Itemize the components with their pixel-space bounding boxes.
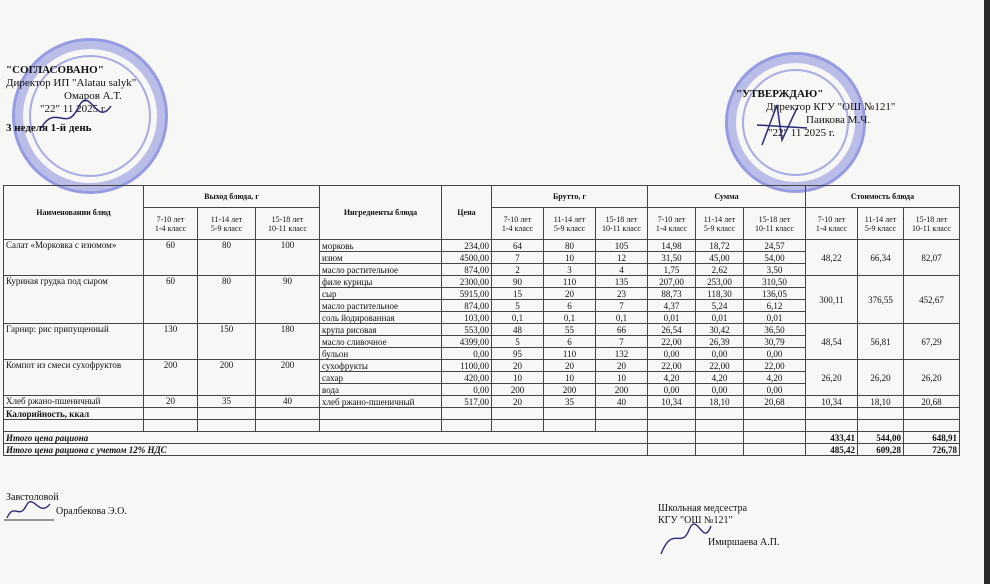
table-row [4,324,960,336]
sum-value: 0,01 [648,312,696,324]
sum-value: 30,79 [744,336,806,348]
col-cost-header: Стоимость блюда [806,186,960,208]
ingredient-name: масло растительное [320,300,442,312]
dish-name: Куриная грудка под сыром [4,276,144,324]
age-class: 1-4 класс [501,223,534,233]
dish-name: Гарнир: рис припущенный [4,324,144,360]
empty-cell [744,444,806,456]
scan-dark-edge [984,0,990,584]
dish-yield: 100 [256,240,320,276]
brutto-value: 7 [596,336,648,348]
ingredient-name: крупа рисовая [320,324,442,336]
total-vat-row-label: Итого цена рациона с учетом 12% НДС [4,444,648,456]
week-day-label: 3 неделя 1-й день [6,122,92,134]
ingredient-price: 4399,00 [442,336,492,348]
age-header-sum-2 [744,208,806,240]
sum-value: 22,00 [648,336,696,348]
total-row-label: Итого цена рациона [4,432,648,444]
empty-cell [904,420,960,432]
age-range: 11-14 лет [864,214,897,224]
brutto-value: 6 [544,300,596,312]
age-class: 5-9 класс [703,223,736,233]
spacer-row [4,420,960,432]
left-footer-signature [4,500,54,522]
age-class: 10-11 класс [755,223,794,233]
sum-value: 10,34 [648,396,696,408]
empty-cell [744,408,806,420]
age-class: 10-11 класс [602,223,641,233]
sum-value: 31,50 [648,252,696,264]
dish-cost: 67,29 [904,324,960,360]
sum-value: 0,00 [648,348,696,360]
dish-yield: 35 [198,396,256,408]
col-yield-header: Выход блюда, г [144,186,320,208]
age-range: 7-10 лет [156,214,185,224]
ingredient-price: 103,00 [442,312,492,324]
sum-value: 88,73 [648,288,696,300]
age-range: 7-10 лет [817,214,846,224]
sum-value: 4,20 [744,372,806,384]
table-row [4,396,960,408]
empty-cell [544,420,596,432]
calorie-row [4,408,960,420]
dish-cost: 26,20 [858,360,904,396]
brutto-value: 110 [544,276,596,288]
empty-cell [596,408,648,420]
brutto-value: 200 [596,384,648,396]
age-class: 5-9 класс [210,223,243,233]
total-vat-row-value: 609,28 [858,444,904,456]
total-row-value: 544,00 [858,432,904,444]
sum-value: 0,00 [744,348,806,360]
ingredient-name: сахар [320,372,442,384]
empty-cell [492,408,544,420]
ingredient-name: сухофрукты [320,360,442,372]
age-header-cost-2 [904,208,960,240]
left-header-signature [36,98,116,138]
dish-cost: 26,20 [806,360,858,396]
age-header-brutto-0 [492,208,544,240]
dish-name: Хлеб ржано-пшеничный [4,396,144,408]
brutto-value: 35 [544,396,596,408]
brutto-value: 10 [492,372,544,384]
ingredient-price: 2300,00 [442,276,492,288]
ingredient-name: соль йодированная [320,312,442,324]
empty-cell [744,432,806,444]
empty-cell [904,408,960,420]
empty-cell [256,420,320,432]
right-header-signature [752,100,812,150]
sum-value: 3,50 [744,264,806,276]
ingredient-price: 1100,00 [442,360,492,372]
ingredient-name: вода [320,384,442,396]
age-range: 11-14 лет [210,214,243,224]
brutto-value: 0,1 [492,312,544,324]
age-range: 11-14 лет [553,214,586,224]
sum-value: 22,00 [696,360,744,372]
empty-cell [696,432,744,444]
dish-cost: 452,67 [904,276,960,324]
right-footer-signature [655,520,715,560]
dish-yield: 130 [144,324,198,360]
empty-cell [320,420,442,432]
dish-name: Компот из смеси сухофруктов [4,360,144,396]
sum-value: 22,00 [744,360,806,372]
empty-cell [596,420,648,432]
sum-value: 4,20 [696,372,744,384]
age-range: 15-18 лет [915,214,948,224]
brutto-value: 105 [596,240,648,252]
brutto-value: 20 [544,288,596,300]
age-header-cost-0 [806,208,858,240]
brutto-value: 200 [544,384,596,396]
empty-cell [696,408,744,420]
dish-yield: 60 [144,240,198,276]
dish-cost: 48,54 [806,324,858,360]
dish-yield: 200 [144,360,198,396]
sum-value: 26,39 [696,336,744,348]
empty-cell [648,444,696,456]
ingredient-price: 420,00 [442,372,492,384]
empty-cell [544,408,596,420]
sum-value: 1,75 [648,264,696,276]
dish-yield: 200 [256,360,320,396]
approved-line-2: Паикова М.Ч. [806,114,871,126]
approved-title: "УТВЕРЖДАЮ" [736,88,824,100]
ingredient-price: 4500,00 [442,252,492,264]
sum-value: 5,24 [696,300,744,312]
age-range: 15-18 лет [605,214,638,224]
dish-name: Салат «Морковка с изюмом» [4,240,144,276]
ingredient-name: сыр [320,288,442,300]
sum-value: 6,12 [744,300,806,312]
sum-value: 0,01 [744,312,806,324]
approved-line-1: Директор КГУ "ОШ №121" [766,101,896,113]
age-range: 15-18 лет [271,214,304,224]
empty-cell [256,408,320,420]
total-vat-row-value: 726,78 [904,444,960,456]
ingredient-price: 517,00 [442,396,492,408]
sum-value: 0,01 [696,312,744,324]
ingredient-name: филе курицы [320,276,442,288]
sum-value: 4,20 [648,372,696,384]
brutto-value: 0,1 [544,312,596,324]
empty-cell [320,408,442,420]
empty-cell [198,408,256,420]
dish-yield: 20 [144,396,198,408]
sum-value: 0,00 [648,384,696,396]
age-header-sum-1 [696,208,744,240]
age-header-brutto-1 [544,208,596,240]
ingredient-price: 0,00 [442,348,492,360]
brutto-value: 110 [544,348,596,360]
brutto-value: 135 [596,276,648,288]
brutto-value: 64 [492,240,544,252]
brutto-value: 80 [544,240,596,252]
age-range: 7-10 лет [503,214,532,224]
brutto-value: 3 [544,264,596,276]
total-vat-row [4,444,960,456]
brutto-value: 6 [544,336,596,348]
sum-value: 118,30 [696,288,744,300]
sum-value: 136,05 [744,288,806,300]
empty-cell [144,408,198,420]
sum-value: 14,98 [648,240,696,252]
table-row [4,240,960,252]
age-header-yield-1 [198,208,256,240]
empty-cell [198,420,256,432]
nurse-title: Школьная медсестра [658,503,748,514]
empty-cell [492,420,544,432]
age-header-brutto-2 [596,208,648,240]
agreed-line-2: Омаров А.Т. [64,90,122,102]
brutto-value: 95 [492,348,544,360]
brutto-value: 20 [596,360,648,372]
brutto-value: 23 [596,288,648,300]
calorie-label: Калорийность, ккал [4,408,144,420]
sum-value: 0,00 [744,384,806,396]
sum-value: 30,42 [696,324,744,336]
age-class: 10-11 класс [912,223,951,233]
agreed-line-3: "22" 11 2025 г. [40,103,107,115]
total-row-value: 648,91 [904,432,960,444]
ingredient-name: масло растительное [320,264,442,276]
brutto-value: 5 [492,336,544,348]
dish-cost: 48,22 [806,240,858,276]
age-class: 1-4 класс [815,223,848,233]
sum-value: 36,50 [744,324,806,336]
age-header-sum-0 [648,208,696,240]
brutto-value: 40 [596,396,648,408]
sum-value: 0,00 [696,348,744,360]
col-sum-header: Сумма [648,186,806,208]
empty-cell [442,408,492,420]
dish-yield: 90 [256,276,320,324]
sum-value: 26,54 [648,324,696,336]
brutto-value: 2 [492,264,544,276]
sum-value: 54,00 [744,252,806,264]
sum-value: 310,50 [744,276,806,288]
sum-value: 4,37 [648,300,696,312]
dish-cost: 26,20 [904,360,960,396]
ingredient-name: бульон [320,348,442,360]
age-range: 7-10 лет [657,214,686,224]
empty-cell [648,432,696,444]
brutto-value: 5 [492,300,544,312]
brutto-value: 132 [596,348,648,360]
dish-yield: 80 [198,276,256,324]
agreed-title: "СОГЛАСОВАНО" [6,64,104,76]
menu-table-body [4,240,960,456]
brutto-value: 4 [596,264,648,276]
age-class: 1-4 класс [655,223,688,233]
menu-table [3,185,960,456]
age-class: 5-9 класс [553,223,586,233]
dish-cost: 56,81 [858,324,904,360]
brutto-value: 55 [544,324,596,336]
brutto-value: 7 [492,252,544,264]
brutto-value: 15 [492,288,544,300]
sum-value: 253,00 [696,276,744,288]
dish-yield: 200 [198,360,256,396]
dish-yield: 180 [256,324,320,360]
dish-yield: 60 [144,276,198,324]
age-class: 10-11 класс [268,223,307,233]
dish-cost: 66,34 [858,240,904,276]
ingredient-name: хлеб ржано-пшеничный [320,396,442,408]
age-header-yield-0 [144,208,198,240]
empty-cell [696,444,744,456]
ingredient-name: морковь [320,240,442,252]
ingredient-price: 553,00 [442,324,492,336]
brutto-value: 7 [596,300,648,312]
ingredient-price: 234,00 [442,240,492,252]
age-range: 11-14 лет [703,214,736,224]
empty-cell [442,420,492,432]
dish-cost: 18,10 [858,396,904,408]
sum-value: 18,72 [696,240,744,252]
age-header-cost-1 [858,208,904,240]
dish-yield: 40 [256,396,320,408]
sum-value: 0,00 [696,384,744,396]
brutto-value: 90 [492,276,544,288]
sum-value: 207,00 [648,276,696,288]
brutto-value: 10 [544,372,596,384]
empty-cell [744,420,806,432]
ingredient-price: 874,00 [442,264,492,276]
brutto-value: 0,1 [596,312,648,324]
brutto-value: 20 [492,396,544,408]
empty-cell [4,420,144,432]
brutto-value: 10 [596,372,648,384]
sum-value: 18,10 [696,396,744,408]
sum-value: 24,57 [744,240,806,252]
sum-value: 2,62 [696,264,744,276]
ingredient-price: 5915,00 [442,288,492,300]
dish-cost: 20,68 [904,396,960,408]
approved-line-3: "22" 11 2025 г. [768,127,835,139]
canteen-head-name: Оралбекова Э.О. [56,506,127,517]
empty-cell [648,408,696,420]
total-row-value: 433,41 [806,432,858,444]
empty-cell [806,420,858,432]
empty-cell [696,420,744,432]
brutto-value: 200 [492,384,544,396]
empty-cell [806,408,858,420]
ingredient-name: изюм [320,252,442,264]
total-row [4,432,960,444]
brutto-value: 10 [544,252,596,264]
canteen-head-title: Завстоловой [6,492,59,503]
brutto-value: 20 [492,360,544,372]
empty-cell [858,420,904,432]
dish-cost: 10,34 [806,396,858,408]
ingredient-price: 874,00 [442,300,492,312]
dish-cost: 376,55 [858,276,904,324]
agreed-line-1: Директор ИП "Alatau salyk" [6,77,137,89]
table-row [4,276,960,288]
age-range: 15-18 лет [758,214,791,224]
sum-value: 20,68 [744,396,806,408]
age-class: 1-4 класс [154,223,187,233]
dish-cost: 300,11 [806,276,858,324]
col-dish-header: Наименовании блюд [4,186,144,240]
table-row [4,360,960,372]
ingredient-name: масло сливочное [320,336,442,348]
brutto-value: 20 [544,360,596,372]
nurse-name: Имиршаева А.П. [708,537,780,548]
col-price-header: Цена [442,186,492,240]
sum-value: 45,00 [696,252,744,264]
age-header-yield-2 [256,208,320,240]
empty-cell [144,420,198,432]
col-ingredients-header: Ингредиенты блюда [320,186,442,240]
ingredient-price: 0,00 [442,384,492,396]
dish-cost: 82,07 [904,240,960,276]
nurse-org: КГУ "ОШ №121" [658,515,733,526]
age-class: 5-9 класс [864,223,897,233]
empty-cell [858,408,904,420]
col-brutto-header: Брутто, г [492,186,648,208]
brutto-value: 12 [596,252,648,264]
total-vat-row-value: 485,42 [806,444,858,456]
brutto-value: 48 [492,324,544,336]
dish-yield: 150 [198,324,256,360]
dish-yield: 80 [198,240,256,276]
brutto-value: 66 [596,324,648,336]
empty-cell [648,420,696,432]
sum-value: 22,00 [648,360,696,372]
